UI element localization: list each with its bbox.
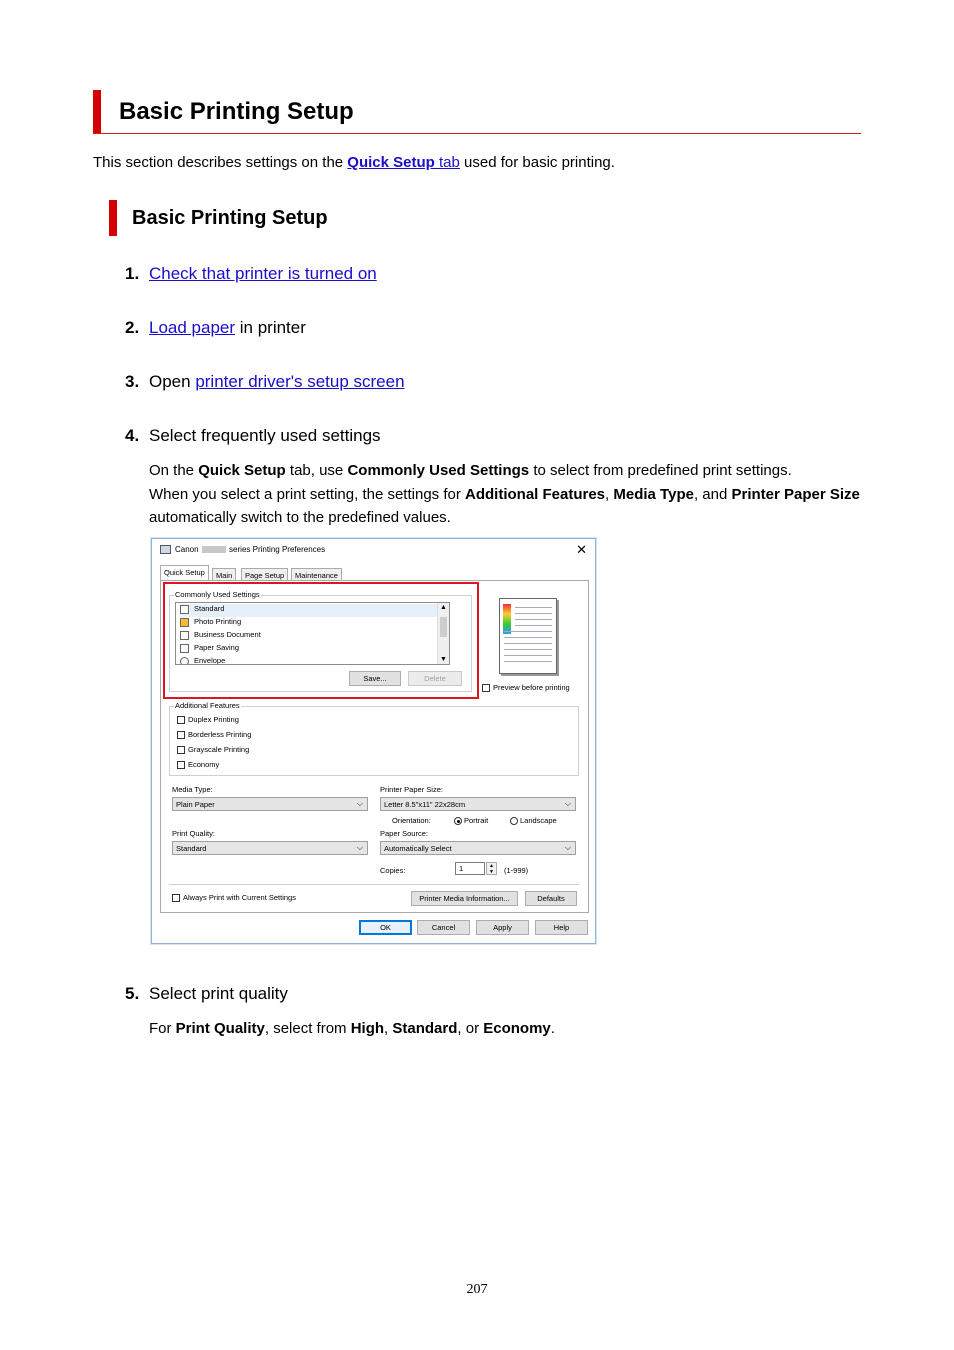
paper-size-value: Letter 8.5"x11" 22x28cm xyxy=(384,800,466,809)
help-button[interactable]: Help xyxy=(535,920,588,935)
preview-color-strip xyxy=(503,604,511,634)
checkbox-box[interactable] xyxy=(177,731,185,739)
landscape-radio[interactable] xyxy=(510,816,557,825)
checkbox-box[interactable] xyxy=(172,894,180,902)
desc-text: to select from predefined print settings. xyxy=(529,462,792,479)
load-paper-link[interactable]: Load paper xyxy=(149,318,236,337)
intro-text-end: used for basic printing. xyxy=(459,154,615,171)
divider xyxy=(169,884,579,885)
list-item-label: Business Document xyxy=(194,630,261,639)
desc-bold: High xyxy=(350,1020,385,1037)
commonly-used-label: Commonly Used Settings xyxy=(175,590,260,599)
defaults-button[interactable]: Defaults xyxy=(525,891,577,906)
desc-text: When you select a print setting, the settings for xyxy=(149,485,465,503)
portrait-radio[interactable] xyxy=(454,816,488,825)
intro-paragraph xyxy=(93,154,615,171)
paper-size-label: Printer Paper Size: xyxy=(380,785,443,794)
desc-text: , xyxy=(605,485,614,503)
duplex-printing-checkbox[interactable] xyxy=(177,715,239,724)
stepper-up-icon[interactable]: ▲ xyxy=(489,863,494,869)
checkbox-label: Preview before printing xyxy=(493,683,570,692)
quick-setup-tab-link[interactable] xyxy=(347,154,460,171)
page-title: Basic Printing Setup xyxy=(119,98,354,125)
preview-line xyxy=(504,661,552,662)
title-brand: Canon xyxy=(175,545,199,554)
highlight-box xyxy=(163,582,479,699)
cancel-button[interactable]: Cancel xyxy=(417,920,470,935)
quick-setup-link-bold: Quick Setup xyxy=(347,154,435,171)
close-icon[interactable]: ✕ xyxy=(576,542,587,557)
desc-text: . xyxy=(550,1020,555,1037)
desc-text: , and xyxy=(693,485,732,503)
checkbox-box[interactable] xyxy=(482,684,490,692)
desc-bold: Commonly Used Settings xyxy=(347,462,530,479)
orientation-label: Orientation: xyxy=(392,816,431,825)
grayscale-printing-checkbox[interactable] xyxy=(177,745,249,754)
preview-line xyxy=(504,649,552,650)
desc-bold: Additional Features xyxy=(465,485,606,503)
step-text: Open xyxy=(149,372,196,391)
tab-quick-setup[interactable]: Quick Setup xyxy=(160,565,209,581)
checkbox-box[interactable] xyxy=(177,746,185,754)
radio-label: Portrait xyxy=(464,816,489,825)
chevron-down-icon: ⌵ xyxy=(564,799,571,808)
paper-source-value: Automatically Select xyxy=(384,844,452,853)
check-printer-on-link[interactable]: Check that printer is turned on xyxy=(149,264,377,283)
borderless-printing-checkbox[interactable] xyxy=(177,730,251,739)
subheading-accent-bar xyxy=(109,200,117,236)
step-5 xyxy=(125,984,288,1004)
print-quality-label: Print Quality: xyxy=(172,829,215,838)
printing-preferences-dialog xyxy=(151,538,596,944)
page-number: 207 xyxy=(466,1282,488,1297)
checkbox-box[interactable] xyxy=(177,761,185,769)
checkbox-label: Grayscale Printing xyxy=(188,745,250,754)
step-text: Select frequently used settings xyxy=(149,426,381,445)
preview-line xyxy=(515,619,552,620)
list-item-label: Paper Saving xyxy=(194,643,240,652)
desc-text: tab, use xyxy=(285,462,348,479)
step-number: 1. xyxy=(125,264,140,283)
additional-features-label: Additional Features xyxy=(175,701,240,710)
dialog-titlebar xyxy=(152,539,595,561)
desc-bold: Printer Paper Size xyxy=(731,485,860,503)
desc-bold: Economy xyxy=(483,1020,551,1037)
step-text: Select print quality xyxy=(149,984,288,1003)
checkbox-label: Borderless Printing xyxy=(188,730,252,739)
heading-accent-bar xyxy=(93,90,101,133)
media-type-label: Media Type: xyxy=(172,785,213,794)
radio-dot[interactable] xyxy=(510,817,518,825)
step-number: 5. xyxy=(125,984,140,1003)
print-preview-thumbnail xyxy=(499,598,557,674)
radio-label: Landscape xyxy=(520,816,557,825)
tab-page-setup[interactable]: Page Setup xyxy=(241,568,288,581)
stepper-down-icon[interactable]: ▼ xyxy=(489,869,494,875)
media-information-button[interactable]: Printer Media Information... xyxy=(411,891,518,906)
step-number: 2. xyxy=(125,318,140,337)
preview-line xyxy=(515,613,552,614)
checkbox-label: Duplex Printing xyxy=(188,715,239,724)
print-quality-value: Standard xyxy=(176,844,207,853)
chevron-down-icon: ⌵ xyxy=(356,799,363,808)
copies-label: Copies: xyxy=(380,866,406,875)
model-name-mask xyxy=(202,546,226,553)
list-item-label: Standard xyxy=(194,604,225,613)
desc-bold: Quick Setup xyxy=(198,462,286,479)
step-text: in printer xyxy=(235,318,306,337)
chevron-down-icon: ⌵ xyxy=(564,843,571,852)
step-4-para-1 xyxy=(149,459,864,483)
paper-source-select[interactable] xyxy=(380,841,576,855)
step-4-description xyxy=(149,459,864,530)
step-4 xyxy=(125,426,381,446)
quick-setup-link-rest: tab xyxy=(434,154,460,171)
dialog-title xyxy=(175,545,325,554)
radio-dot[interactable] xyxy=(454,817,462,825)
desc-text: , or xyxy=(457,1020,484,1037)
copies-range: (1-999) xyxy=(504,866,529,875)
checkbox-box[interactable] xyxy=(177,716,185,724)
preview-line xyxy=(515,625,552,626)
step-number: 3. xyxy=(125,372,140,391)
intro-text: This section describes settings on the xyxy=(93,154,348,171)
print-quality-select[interactable] xyxy=(172,841,368,855)
paper-source-label: Paper Source: xyxy=(380,829,428,838)
media-type-select[interactable] xyxy=(172,797,368,811)
ok-button[interactable]: OK xyxy=(359,920,412,935)
tab-maintenance[interactable]: Maintenance xyxy=(291,568,342,581)
step-4-para-2 xyxy=(149,483,864,530)
preview-line xyxy=(504,637,552,638)
copies-input[interactable]: 1 xyxy=(455,862,485,875)
preview-line xyxy=(504,643,552,644)
scroll-down-icon[interactable]: ▼ xyxy=(440,656,447,663)
desc-text: On the xyxy=(149,462,199,479)
driver-setup-screen-link[interactable]: printer driver's setup screen xyxy=(195,372,405,391)
always-print-checkbox[interactable] xyxy=(172,893,296,902)
chevron-down-icon: ⌵ xyxy=(356,843,363,852)
step-1 xyxy=(125,264,377,284)
checkbox-label: Always Print with Current Settings xyxy=(183,893,296,902)
step-5-description xyxy=(149,1017,864,1041)
copies-stepper[interactable] xyxy=(486,862,497,875)
section-heading xyxy=(93,90,861,134)
scroll-up-icon[interactable]: ▲ xyxy=(440,604,447,611)
desc-bold: Print Quality xyxy=(175,1020,265,1037)
preview-line xyxy=(515,607,552,608)
delete-button[interactable]: Delete xyxy=(408,671,462,686)
media-type-value: Plain Paper xyxy=(176,800,215,809)
list-item-label: Envelope xyxy=(194,656,226,665)
printer-icon xyxy=(160,545,171,554)
step-2 xyxy=(125,318,306,338)
checkbox-label: Economy xyxy=(188,760,220,769)
preview-line xyxy=(504,655,552,656)
step-3 xyxy=(125,372,405,392)
save-button[interactable]: Save... xyxy=(349,671,401,686)
tab-main[interactable]: Main xyxy=(212,568,236,581)
title-rest: series Printing Preferences xyxy=(229,545,326,554)
desc-bold: Media Type xyxy=(613,485,694,503)
desc-text: For xyxy=(149,1020,176,1037)
economy-checkbox[interactable] xyxy=(177,760,219,769)
desc-text: , xyxy=(384,1020,393,1037)
step-number: 4. xyxy=(125,426,140,445)
paper-size-select[interactable] xyxy=(380,797,576,811)
apply-button[interactable]: Apply xyxy=(476,920,529,935)
desc-bold: Standard xyxy=(392,1020,458,1037)
desc-text: automatically switch to the predefined values. xyxy=(149,509,451,526)
desc-text: , select from xyxy=(264,1020,351,1037)
subsection-title: Basic Printing Setup xyxy=(132,207,328,229)
list-item-label: Photo Printing xyxy=(194,617,242,626)
preview-line xyxy=(504,631,552,632)
preview-before-printing-checkbox[interactable] xyxy=(482,683,570,692)
